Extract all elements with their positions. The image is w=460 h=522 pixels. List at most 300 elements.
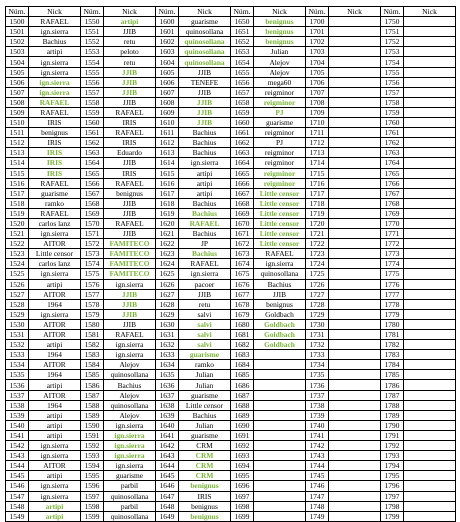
entry-nick: artipi: [179, 188, 231, 198]
entry-number: 1679: [231, 309, 254, 319]
entry-nick: artipi: [104, 17, 156, 27]
entry-nick: ign.sierra: [29, 229, 81, 239]
entry-number: 1627: [156, 289, 179, 299]
entry-nick: [404, 330, 456, 340]
entry-nick: AITOR: [29, 390, 81, 400]
entry-nick: [404, 390, 456, 400]
entry-number: 1657: [231, 87, 254, 97]
entry-number: 1787: [381, 390, 404, 400]
entry-number: 1718: [306, 198, 329, 208]
entry-nick: quinosollana: [104, 511, 156, 521]
entry-nick: reigminor: [254, 128, 306, 138]
entry-nick: [404, 451, 456, 461]
entry-nick: ign.sierra: [179, 269, 231, 279]
entry-nick: [404, 441, 456, 451]
entry-nick: JJIB: [179, 67, 231, 77]
entry-number: 1774: [381, 259, 404, 269]
entry-nick: reigminor: [254, 148, 306, 158]
entry-nick: RAFAEL: [104, 330, 156, 340]
table-body: [6, 17, 456, 522]
entry-nick: retu: [104, 57, 156, 67]
entry-number: 1691: [231, 430, 254, 440]
entry-nick: Little censor: [254, 188, 306, 198]
entry-number: 1641: [156, 430, 179, 440]
entry-nick: JJIB: [104, 67, 156, 77]
entry-nick: JJIB: [104, 229, 156, 239]
entry-number: 1508: [6, 97, 29, 107]
entry-number: 1545: [6, 471, 29, 481]
entry-nick: TENEFE: [179, 77, 231, 87]
entry-nick: ign.sierra: [29, 57, 81, 67]
entry-number: 1618: [156, 198, 179, 208]
entry-number: 1708: [306, 97, 329, 107]
entry-nick: [254, 380, 306, 390]
entry-nick: Bachius: [179, 410, 231, 420]
entry-number: 1500: [6, 17, 29, 27]
table-row: [6, 430, 456, 440]
entry-number: 1624: [156, 259, 179, 269]
entry-number: 1742: [306, 441, 329, 451]
entry-number: 1621: [156, 229, 179, 239]
entry-number: 1567: [81, 188, 104, 198]
entry-number: 1698: [231, 501, 254, 511]
entry-number: 1792: [381, 441, 404, 451]
entry-number: 1613: [156, 148, 179, 158]
entry-nick: Bachius: [254, 279, 306, 289]
entry-nick: [329, 269, 381, 279]
entry-nick: benignus: [254, 27, 306, 37]
entry-nick: [329, 420, 381, 430]
entry-number: 1615: [156, 168, 179, 178]
entry-nick: [254, 370, 306, 380]
entry-number: 1737: [306, 390, 329, 400]
entry-nick: artipi: [29, 410, 81, 420]
table-row: [6, 57, 456, 67]
entry-nick: FAMITECO: [104, 259, 156, 269]
entry-nick: [404, 37, 456, 47]
table-row: [6, 118, 456, 128]
entry-number: 1740: [306, 420, 329, 430]
entry-nick: [404, 239, 456, 249]
entry-nick: [404, 289, 456, 299]
header-nick: Nick: [329, 7, 381, 17]
entry-number: 1594: [81, 461, 104, 471]
entry-nick: ign.sierra: [104, 340, 156, 350]
entry-nick: quinosollana: [179, 47, 231, 57]
entry-number: 1557: [81, 87, 104, 97]
entry-nick: [329, 97, 381, 107]
entry-nick: Julian: [179, 380, 231, 390]
entry-nick: reigminor: [254, 97, 306, 107]
entry-number: 1619: [156, 208, 179, 218]
table-row: [6, 279, 456, 289]
entry-nick: reigminor: [254, 158, 306, 168]
entry-nick: ign.sierra: [29, 269, 81, 279]
entry-nick: quinosollana: [104, 491, 156, 501]
entry-nick: [254, 511, 306, 521]
entry-number: 1599: [81, 511, 104, 521]
entry-number: 1755: [381, 67, 404, 77]
entry-nick: RAFAEL: [29, 178, 81, 188]
entry-nick: [329, 87, 381, 97]
entry-number: 1577: [81, 289, 104, 299]
entry-number: 1540: [6, 420, 29, 430]
entry-nick: quinosollana: [104, 400, 156, 410]
entry-number: 1574: [81, 259, 104, 269]
entry-number: 1726: [306, 279, 329, 289]
header-num: Núm.: [156, 7, 179, 17]
entry-number: 1592: [81, 441, 104, 451]
entry-nick: [404, 259, 456, 269]
table-row: [6, 319, 456, 329]
header-nick: Nick: [254, 7, 306, 17]
entry-nick: guarisme: [179, 350, 231, 360]
table-row: [6, 289, 456, 299]
entry-nick: RAFAEL: [29, 17, 81, 27]
header-num: Núm.: [81, 7, 104, 17]
entry-nick: [404, 47, 456, 57]
entry-number: 1685: [231, 370, 254, 380]
entry-number: 1667: [231, 188, 254, 198]
entry-number: 1504: [6, 57, 29, 67]
entry-number: 1730: [306, 319, 329, 329]
table-row: [6, 269, 456, 279]
entry-number: 1513: [6, 148, 29, 158]
entry-number: 1586: [81, 380, 104, 390]
entry-nick: JJIB: [104, 299, 156, 309]
entry-nick: [329, 168, 381, 178]
entry-number: 1559: [81, 107, 104, 117]
entry-number: 1562: [81, 138, 104, 148]
entry-number: 1660: [231, 118, 254, 128]
table-row: [6, 380, 456, 390]
entry-nick: [329, 441, 381, 451]
entry-number: 1794: [381, 461, 404, 471]
entry-number: 1684: [231, 360, 254, 370]
entry-nick: [329, 279, 381, 289]
table-row: [6, 471, 456, 481]
table-row: [6, 350, 456, 360]
entry-number: 1516: [6, 178, 29, 188]
entry-nick: Little censor: [254, 239, 306, 249]
entry-number: 1548: [6, 501, 29, 511]
entry-number: 1715: [306, 168, 329, 178]
entry-nick: JJIB: [104, 27, 156, 37]
entry-nick: guarisme: [179, 390, 231, 400]
entry-number: 1603: [156, 47, 179, 57]
entry-number: 1688: [231, 400, 254, 410]
entry-number: 1600: [156, 17, 179, 27]
entry-number: 1570: [81, 218, 104, 228]
entry-number: 1721: [306, 229, 329, 239]
entry-nick: CRM: [179, 451, 231, 461]
entry-nick: RAFAEL: [254, 249, 306, 259]
entry-nick: [404, 198, 456, 208]
entry-number: 1609: [156, 107, 179, 117]
entry-nick: [329, 198, 381, 208]
entry-nick: 1964: [29, 370, 81, 380]
entry-number: 1501: [6, 27, 29, 37]
entry-number: 1765: [381, 168, 404, 178]
entry-number: 1610: [156, 118, 179, 128]
entry-number: 1693: [231, 451, 254, 461]
entry-nick: [254, 471, 306, 481]
entry-nick: guarisme: [254, 118, 306, 128]
entry-nick: RAFAEL: [104, 218, 156, 228]
entry-nick: [329, 208, 381, 218]
entry-number: 1503: [6, 47, 29, 57]
entry-nick: JJIB: [104, 77, 156, 87]
entry-nick: ramko: [29, 198, 81, 208]
entry-nick: ign.sierra: [104, 461, 156, 471]
entry-number: 1563: [81, 148, 104, 158]
entry-number: 1746: [306, 481, 329, 491]
entry-number: 1598: [81, 501, 104, 511]
entry-number: 1647: [156, 491, 179, 501]
entry-number: 1521: [6, 229, 29, 239]
table-row: [6, 168, 456, 178]
table-row: [6, 37, 456, 47]
table-row: [6, 239, 456, 249]
entry-number: 1696: [231, 481, 254, 491]
header-nick: Nick: [104, 7, 156, 17]
entry-nick: IRIS: [29, 168, 81, 178]
entry-nick: AITOR: [29, 461, 81, 471]
table-row: [6, 27, 456, 37]
entry-number: 1793: [381, 451, 404, 461]
entry-number: 1743: [306, 451, 329, 461]
entry-nick: [404, 471, 456, 481]
entry-nick: [329, 400, 381, 410]
entry-number: 1658: [231, 97, 254, 107]
table-row: [6, 17, 456, 27]
entry-nick: JJIB: [104, 87, 156, 97]
entry-nick: IRIS: [104, 118, 156, 128]
entry-nick: Goldbach: [254, 319, 306, 329]
table-row: [6, 148, 456, 158]
entry-number: 1665: [231, 168, 254, 178]
table-row: [6, 451, 456, 461]
entry-nick: IRIS: [29, 138, 81, 148]
entry-nick: benignus: [29, 128, 81, 138]
entry-nick: [329, 57, 381, 67]
entry-nick: [329, 340, 381, 350]
entry-number: 1572: [81, 239, 104, 249]
entry-nick: Alejov: [104, 410, 156, 420]
entry-number: 1762: [381, 138, 404, 148]
entry-nick: reigminor: [254, 168, 306, 178]
entry-nick: [329, 370, 381, 380]
entry-number: 1616: [156, 178, 179, 188]
entry-number: 1526: [6, 279, 29, 289]
entry-nick: Little censor: [254, 229, 306, 239]
entry-nick: [404, 299, 456, 309]
entry-number: 1713: [306, 148, 329, 158]
entry-number: 1771: [381, 229, 404, 239]
entry-number: 1510: [6, 118, 29, 128]
nick-registry-table: [5, 6, 456, 522]
table-row: [6, 178, 456, 188]
header-num: Núm.: [6, 7, 29, 17]
entry-number: 1648: [156, 501, 179, 511]
entry-nick: [329, 511, 381, 521]
table-row: [6, 77, 456, 87]
entry-number: 1546: [6, 481, 29, 491]
table-row: [6, 309, 456, 319]
entry-number: 1695: [231, 471, 254, 481]
entry-nick: [404, 319, 456, 329]
entry-nick: [404, 511, 456, 521]
entry-nick: [404, 118, 456, 128]
entry-number: 1534: [6, 360, 29, 370]
entry-nick: [404, 87, 456, 97]
header-num: Núm.: [231, 7, 254, 17]
entry-number: 1629: [156, 309, 179, 319]
entry-number: 1711: [306, 128, 329, 138]
entry-nick: ign.sierra: [104, 420, 156, 430]
entry-nick: Goldbach: [254, 309, 306, 319]
entry-number: 1632: [156, 340, 179, 350]
entry-number: 1716: [306, 178, 329, 188]
entry-nick: PJ: [254, 138, 306, 148]
entry-number: 1611: [156, 128, 179, 138]
table-row: [6, 158, 456, 168]
entry-nick: [404, 340, 456, 350]
entry-nick: salvi: [179, 340, 231, 350]
entry-number: 1699: [231, 511, 254, 521]
entry-nick: [404, 360, 456, 370]
entry-nick: quinosollana: [179, 27, 231, 37]
entry-nick: artipi: [29, 47, 81, 57]
entry-nick: RAFAEL: [29, 97, 81, 107]
entry-nick: ign.sierra: [29, 309, 81, 319]
entry-number: 1770: [381, 218, 404, 228]
entry-number: 1706: [306, 77, 329, 87]
entry-number: 1682: [231, 340, 254, 350]
entry-nick: benignus: [179, 501, 231, 511]
entry-number: 1690: [231, 420, 254, 430]
entry-nick: RAFAEL: [29, 208, 81, 218]
entry-nick: FAMITECO: [104, 249, 156, 259]
entry-nick: Bachius: [179, 128, 231, 138]
entry-number: 1717: [306, 188, 329, 198]
entry-nick: [254, 441, 306, 451]
entry-number: 1631: [156, 330, 179, 340]
entry-number: 1633: [156, 350, 179, 360]
entry-nick: artipi: [179, 178, 231, 188]
entry-nick: [404, 218, 456, 228]
header-nick: Nick: [179, 7, 231, 17]
entry-nick: [329, 178, 381, 188]
entry-nick: Little censor: [254, 218, 306, 228]
entry-number: 1654: [231, 57, 254, 67]
entry-number: 1580: [81, 319, 104, 329]
entry-number: 1772: [381, 239, 404, 249]
entry-nick: Alejov: [254, 67, 306, 77]
entry-nick: [404, 481, 456, 491]
entry-nick: Bachius: [179, 208, 231, 218]
entry-number: 1576: [81, 279, 104, 289]
entry-nick: artipi: [29, 430, 81, 440]
entry-nick: [329, 67, 381, 77]
entry-nick: Little censor: [254, 198, 306, 208]
entry-nick: Goldbach: [254, 330, 306, 340]
entry-nick: RAFAEL: [104, 107, 156, 117]
entry-nick: Alejov: [104, 390, 156, 400]
table-row: [6, 400, 456, 410]
entry-number: 1606: [156, 77, 179, 87]
entry-nick: Little censor: [29, 249, 81, 259]
entry-nick: JP: [179, 239, 231, 249]
table-row: [6, 198, 456, 208]
entry-nick: [404, 400, 456, 410]
entry-nick: benignus: [179, 511, 231, 521]
entry-number: 1537: [6, 390, 29, 400]
entry-nick: [404, 97, 456, 107]
entry-nick: [329, 289, 381, 299]
entry-nick: JJIB: [104, 309, 156, 319]
entry-nick: retu: [179, 299, 231, 309]
entry-nick: [329, 360, 381, 370]
entry-number: 1767: [381, 188, 404, 198]
entry-nick: Julian: [179, 420, 231, 430]
entry-number: 1612: [156, 138, 179, 148]
table-row: [6, 501, 456, 511]
entry-number: 1700: [306, 17, 329, 27]
entry-nick: ign.sierra: [104, 451, 156, 461]
entry-number: 1788: [381, 400, 404, 410]
entry-nick: [404, 350, 456, 360]
entry-nick: [254, 420, 306, 430]
entry-nick: JJIB: [104, 319, 156, 329]
entry-number: 1790: [381, 420, 404, 430]
entry-nick: Bachius: [104, 380, 156, 390]
entry-nick: artipi: [29, 420, 81, 430]
entry-nick: artipi: [29, 511, 81, 521]
entry-number: 1541: [6, 430, 29, 440]
entry-number: 1595: [81, 471, 104, 481]
entry-number: 1620: [156, 218, 179, 228]
entry-nick: JJIB: [179, 107, 231, 117]
entry-number: 1529: [6, 309, 29, 319]
entry-number: 1775: [381, 269, 404, 279]
entry-number: 1549: [6, 511, 29, 521]
entry-number: 1642: [156, 441, 179, 451]
table-row: [6, 420, 456, 430]
entry-number: 1674: [231, 259, 254, 269]
entry-nick: RAFAEL: [104, 178, 156, 188]
entry-number: 1582: [81, 340, 104, 350]
entry-number: 1724: [306, 259, 329, 269]
entry-nick: 1964: [29, 350, 81, 360]
entry-number: 1662: [231, 138, 254, 148]
entry-number: 1565: [81, 168, 104, 178]
entry-nick: [404, 279, 456, 289]
entry-nick: benignus: [254, 17, 306, 27]
entry-nick: [329, 188, 381, 198]
entry-number: 1727: [306, 289, 329, 299]
entry-nick: [329, 47, 381, 57]
entry-nick: ign.sierra: [104, 441, 156, 451]
entry-number: 1590: [81, 420, 104, 430]
entry-nick: RAFAEL: [179, 218, 231, 228]
entry-number: 1777: [381, 289, 404, 299]
entry-nick: [329, 107, 381, 117]
entry-nick: [329, 309, 381, 319]
entry-number: 1761: [381, 128, 404, 138]
entry-number: 1584: [81, 360, 104, 370]
entry-number: 1712: [306, 138, 329, 148]
